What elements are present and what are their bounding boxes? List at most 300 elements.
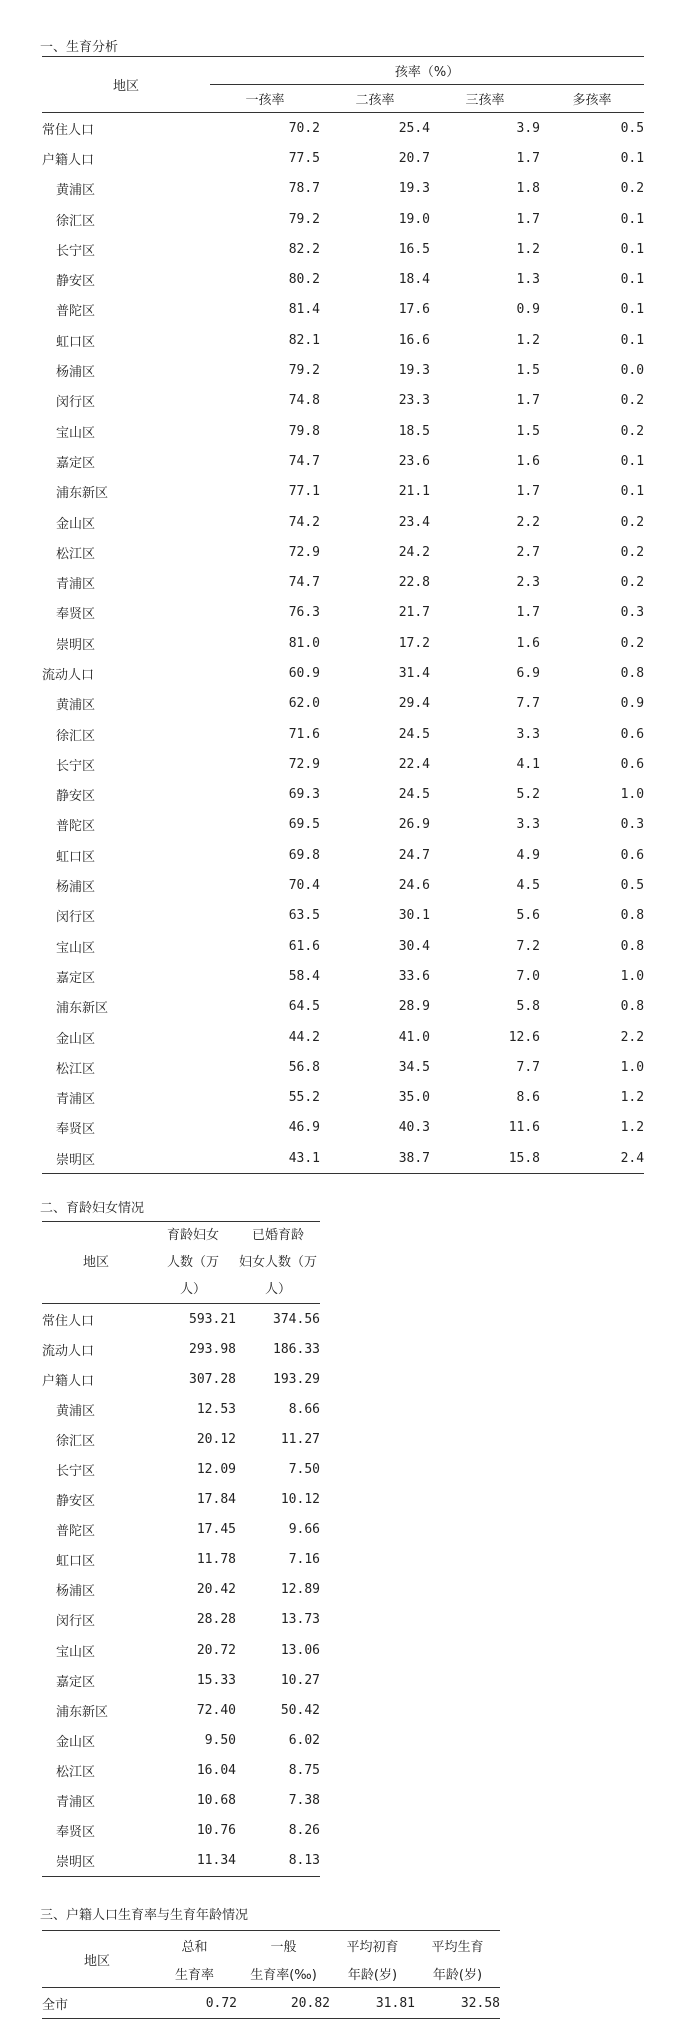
table-row [42, 113, 644, 144]
table-row [42, 1695, 320, 1725]
value-cell: 293.98 [189, 1341, 236, 1357]
value-cell: 193.29 [273, 1371, 320, 1387]
table-row [42, 749, 644, 779]
table-row [42, 1022, 644, 1052]
value-cell: 17.84 [196, 1492, 236, 1508]
value-cell: 10.12 [280, 1492, 320, 1508]
table-row [42, 992, 644, 1022]
value-cell: 1.6 [516, 635, 540, 651]
region-name: 静安区 [56, 274, 96, 290]
value-cell: 307.28 [189, 1371, 236, 1387]
value-cell: 11.78 [196, 1552, 236, 1568]
value-cell: 3.3 [516, 817, 540, 833]
value-cell: 34.5 [398, 1059, 430, 1075]
value-cell: 77.1 [288, 484, 320, 500]
value-cell: 23.3 [398, 393, 430, 409]
region-name: 流动人口 [42, 667, 95, 683]
gfr-header-line2: 生育率(‰) [237, 1959, 330, 1988]
value-cell: 24.6 [398, 878, 430, 894]
region-name: 松江区 [56, 1764, 96, 1780]
married-count-header-line2: 妇女人数（万 [238, 1255, 317, 1270]
value-cell: 2.4 [620, 1150, 645, 1166]
region-name: 浦东新区 [56, 486, 109, 502]
first-birth-age-header-line1: 平均初育 [346, 1939, 399, 1955]
region-header: 地区 [42, 1222, 150, 1304]
value-cell: 22.4 [398, 756, 430, 772]
value-cell: 15.8 [508, 1150, 540, 1166]
table-row [42, 325, 644, 355]
region-name: 徐汇区 [56, 1433, 96, 1449]
value-cell: 1.0 [620, 1059, 645, 1075]
region-name: 流动人口 [42, 1343, 95, 1359]
region-name: 杨浦区 [56, 365, 96, 381]
section2-title: 二、育龄妇女情况 [40, 1201, 145, 1216]
region-name: 杨浦区 [56, 880, 96, 896]
table-row [42, 901, 644, 931]
value-cell: 0.9 [620, 696, 645, 712]
value-cell: 32.58 [460, 1995, 500, 2011]
value-cell: 0.8 [620, 938, 645, 954]
value-cell: 0.9 [516, 302, 540, 318]
table-row [42, 1755, 320, 1785]
women-count-header-line2: 人数（万 [166, 1255, 219, 1270]
table-row [42, 719, 644, 749]
value-cell: 31.4 [398, 665, 430, 681]
region-name: 虹口区 [56, 849, 96, 865]
region-name: 闵行区 [56, 395, 96, 411]
value-cell: 31.81 [375, 1995, 415, 2011]
value-cell: 0.2 [620, 393, 645, 409]
value-cell: 7.2 [516, 938, 540, 954]
birth-age-header-line2: 年龄(岁) [415, 1959, 500, 1988]
value-cell: 23.4 [398, 514, 430, 530]
value-cell: 81.4 [288, 302, 320, 318]
value-cell: 0.0 [620, 363, 645, 379]
value-cell: 24.7 [398, 847, 430, 863]
table-row [42, 598, 644, 628]
table-row [42, 1545, 320, 1575]
value-cell: 5.8 [516, 999, 540, 1015]
value-cell: 1.2 [516, 332, 540, 348]
value-cell: 0.1 [620, 211, 645, 227]
value-cell: 9.50 [204, 1732, 236, 1748]
region-name: 普陀区 [56, 1524, 96, 1540]
value-cell: 1.2 [620, 1090, 645, 1106]
table-row [42, 234, 644, 264]
value-cell: 2.3 [516, 575, 540, 591]
value-cell: 50.42 [280, 1702, 320, 1718]
value-cell: 0.8 [620, 908, 645, 924]
region-name: 宝山区 [56, 940, 96, 956]
region-name: 金山区 [56, 1734, 96, 1750]
fertility-table [42, 1930, 500, 2019]
table-row [42, 477, 644, 507]
value-cell: 72.40 [196, 1702, 236, 1718]
value-cell: 20.12 [196, 1431, 236, 1447]
value-cell: 0.2 [620, 514, 645, 530]
region-name: 长宁区 [56, 1464, 96, 1480]
value-cell: 60.9 [288, 665, 320, 681]
value-cell: 0.3 [620, 605, 645, 621]
value-cell: 63.5 [288, 908, 320, 924]
table-row [42, 1485, 320, 1515]
value-cell: 17.45 [196, 1522, 236, 1538]
region-name: 黄浦区 [56, 698, 96, 714]
value-cell: 70.4 [288, 878, 320, 894]
value-cell: 21.1 [398, 484, 430, 500]
value-cell: 19.3 [398, 363, 430, 379]
value-cell: 24.5 [398, 726, 430, 742]
value-cell: 0.8 [620, 999, 645, 1015]
value-cell: 8.26 [288, 1823, 320, 1839]
value-cell: 1.3 [516, 272, 540, 288]
value-cell: 56.8 [288, 1059, 320, 1075]
value-cell: 43.1 [288, 1150, 320, 1166]
tfr-header-line2: 生育率 [152, 1959, 237, 1988]
region-name: 青浦区 [56, 577, 96, 593]
region-name: 宝山区 [56, 1644, 96, 1660]
region-name: 青浦区 [56, 1795, 96, 1811]
women-count-header-line1: 育龄妇女 [166, 1228, 219, 1243]
value-cell: 0.6 [620, 847, 645, 863]
table-row [42, 870, 644, 900]
table-row [42, 1334, 320, 1364]
value-cell: 16.6 [398, 332, 430, 348]
value-cell: 41.0 [398, 1029, 430, 1045]
table-row [42, 1304, 320, 1335]
value-cell: 1.2 [516, 241, 540, 257]
value-cell: 16.04 [196, 1762, 236, 1778]
region-name: 长宁区 [56, 243, 96, 259]
region-name: 闵行区 [56, 1614, 96, 1630]
value-cell: 8.75 [288, 1762, 320, 1778]
region-name: 徐汇区 [56, 213, 96, 229]
table-row [42, 1394, 320, 1424]
table-row [42, 446, 644, 476]
value-cell: 8.6 [516, 1090, 540, 1106]
table-row [42, 628, 644, 658]
region-name: 户籍人口 [42, 152, 95, 168]
region-name: 徐汇区 [56, 728, 96, 744]
value-cell: 8.66 [288, 1401, 320, 1417]
table-row [42, 295, 644, 325]
region-name: 松江区 [56, 546, 96, 562]
value-cell: 46.9 [288, 1120, 320, 1136]
value-cell: 13.73 [280, 1612, 320, 1628]
value-cell: 29.4 [398, 696, 430, 712]
table-row [42, 174, 644, 204]
table-row [42, 1816, 320, 1846]
region-name: 黄浦区 [56, 183, 96, 199]
value-cell: 5.6 [516, 908, 540, 924]
region-name: 嘉定区 [56, 455, 96, 471]
region-name: 奉贤区 [56, 1825, 96, 1841]
region-name: 常住人口 [42, 122, 95, 138]
value-cell: 82.2 [288, 241, 320, 257]
value-cell: 77.5 [288, 150, 320, 166]
region-name: 崇明区 [56, 1152, 96, 1168]
value-cell: 16.5 [398, 241, 430, 257]
value-cell: 0.2 [620, 635, 645, 651]
table-row [42, 1454, 320, 1484]
value-cell: 2.2 [620, 1029, 645, 1045]
table-row [42, 780, 644, 810]
region-header: 地区 [42, 57, 210, 113]
value-cell: 11.27 [280, 1431, 320, 1447]
value-cell: 11.6 [508, 1120, 540, 1136]
value-cell: 74.8 [288, 393, 320, 409]
value-cell: 20.7 [398, 150, 430, 166]
value-cell: 1.6 [516, 453, 540, 469]
value-cell: 0.5 [620, 878, 645, 894]
value-cell: 28.9 [398, 999, 430, 1015]
value-cell: 25.4 [398, 120, 430, 136]
value-cell: 1.7 [516, 605, 540, 621]
rate-header: 孩率（%） [210, 57, 644, 85]
value-cell: 11.34 [196, 1853, 236, 1869]
value-cell: 10.27 [280, 1672, 320, 1688]
value-cell: 0.6 [620, 756, 645, 772]
region-name: 普陀区 [56, 304, 96, 320]
value-cell: 24.2 [398, 544, 430, 560]
region-name: 静安区 [56, 789, 96, 805]
table-row [42, 507, 644, 537]
first-birth-age-header-line2: 年龄(岁) [330, 1959, 415, 1988]
value-cell: 0.5 [620, 120, 645, 136]
region-name: 虹口区 [56, 334, 96, 350]
value-cell: 186.33 [273, 1341, 320, 1357]
region-name: 崇明区 [56, 637, 96, 653]
table-row [42, 961, 644, 991]
value-cell: 7.7 [516, 1059, 540, 1075]
value-cell: 4.1 [516, 756, 540, 772]
table-row [42, 1083, 644, 1113]
value-cell: 7.7 [516, 696, 540, 712]
value-cell: 79.8 [288, 423, 320, 439]
value-cell: 1.7 [516, 484, 540, 500]
value-cell: 18.5 [398, 423, 430, 439]
value-cell: 33.6 [398, 968, 430, 984]
region-name: 奉贤区 [56, 1122, 96, 1138]
table-row [42, 537, 644, 567]
table-row [42, 1143, 644, 1174]
value-cell: 4.9 [516, 847, 540, 863]
married-count-header-line3: 人） [236, 1276, 320, 1304]
value-cell: 74.7 [288, 453, 320, 469]
value-cell: 81.0 [288, 635, 320, 651]
value-cell: 5.2 [516, 787, 540, 803]
region-name: 浦东新区 [56, 1001, 109, 1017]
region-name: 户籍人口 [42, 1373, 95, 1389]
value-cell: 7.16 [288, 1552, 320, 1568]
value-cell: 7.50 [288, 1462, 320, 1478]
birth-rate-table [42, 56, 644, 1174]
value-cell: 8.13 [288, 1853, 320, 1869]
tfr-header-line1: 总和 [181, 1939, 208, 1955]
region-name: 虹口区 [56, 1554, 96, 1570]
value-cell: 0.1 [620, 484, 645, 500]
value-cell: 0.72 [205, 1995, 237, 2011]
value-cell: 40.3 [398, 1120, 430, 1136]
section1-title: 一、生育分析 [40, 40, 119, 55]
value-cell: 1.8 [516, 181, 540, 197]
value-cell: 78.7 [288, 181, 320, 197]
value-cell: 26.9 [398, 817, 430, 833]
value-cell: 3.9 [516, 120, 540, 136]
table-row [42, 1113, 644, 1143]
women-table [42, 1221, 320, 1877]
value-cell: 6.02 [288, 1732, 320, 1748]
value-cell: 79.2 [288, 211, 320, 227]
table-row [42, 1988, 500, 2019]
value-cell: 0.8 [620, 665, 645, 681]
value-cell: 1.0 [620, 787, 645, 803]
value-cell: 7.0 [516, 968, 540, 984]
value-cell: 1.5 [516, 423, 540, 439]
region-name: 静安区 [56, 1494, 96, 1510]
region-name: 嘉定区 [56, 970, 96, 986]
value-cell: 0.2 [620, 181, 645, 197]
married-count-header-line1: 已婚育龄 [251, 1228, 304, 1243]
table-row [42, 264, 644, 294]
table-row [42, 1635, 320, 1665]
value-cell: 7.38 [288, 1793, 320, 1809]
table-row [42, 1665, 320, 1695]
value-cell: 72.9 [288, 756, 320, 772]
value-cell: 80.2 [288, 272, 320, 288]
value-cell: 79.2 [288, 363, 320, 379]
region-name: 宝山区 [56, 425, 96, 441]
value-cell: 62.0 [288, 696, 320, 712]
value-cell: 0.1 [620, 272, 645, 288]
value-cell: 1.7 [516, 393, 540, 409]
value-cell: 0.1 [620, 332, 645, 348]
region-name: 黄浦区 [56, 1403, 96, 1419]
value-cell: 70.2 [288, 120, 320, 136]
women-count-header-line3: 人） [150, 1276, 236, 1304]
value-cell: 10.68 [196, 1793, 236, 1809]
value-cell: 17.2 [398, 635, 430, 651]
value-cell: 3.3 [516, 726, 540, 742]
value-cell: 1.7 [516, 150, 540, 166]
region-name: 浦东新区 [56, 1704, 109, 1720]
value-cell: 9.66 [288, 1522, 320, 1538]
table-row [42, 1605, 320, 1635]
value-cell: 22.8 [398, 575, 430, 591]
value-cell: 1.7 [516, 211, 540, 227]
table-row [42, 567, 644, 597]
section3-title: 三、户籍人口生育率与生育年龄情况 [40, 1908, 249, 1923]
value-cell: 13.06 [280, 1642, 320, 1658]
table-row [42, 386, 644, 416]
col-header-second-child: 二孩率 [320, 85, 430, 113]
value-cell: 374.56 [273, 1311, 320, 1327]
value-cell: 20.82 [290, 1995, 330, 2011]
value-cell: 21.7 [398, 605, 430, 621]
value-cell: 61.6 [288, 938, 320, 954]
region-name: 杨浦区 [56, 1584, 96, 1600]
gfr-header-line1: 一般 [270, 1939, 297, 1955]
col-header-multi-child: 多孩率 [540, 85, 644, 113]
value-cell: 0.1 [620, 302, 645, 318]
value-cell: 69.8 [288, 847, 320, 863]
table-row [42, 931, 644, 961]
value-cell: 20.42 [196, 1582, 236, 1598]
value-cell: 1.5 [516, 363, 540, 379]
table-row [42, 355, 644, 385]
value-cell: 6.9 [516, 665, 540, 681]
table-row [42, 416, 644, 446]
value-cell: 74.7 [288, 575, 320, 591]
value-cell: 76.3 [288, 605, 320, 621]
value-cell: 2.7 [516, 544, 540, 560]
value-cell: 12.09 [196, 1462, 236, 1478]
value-cell: 35.0 [398, 1090, 430, 1106]
value-cell: 55.2 [288, 1090, 320, 1106]
value-cell: 72.9 [288, 544, 320, 560]
value-cell: 38.7 [398, 1150, 430, 1166]
table-row [42, 1575, 320, 1605]
value-cell: 18.4 [398, 272, 430, 288]
value-cell: 10.76 [196, 1823, 236, 1839]
value-cell: 593.21 [189, 1311, 236, 1327]
table-row [42, 1052, 644, 1082]
region-name: 奉贤区 [56, 607, 96, 623]
value-cell: 74.2 [288, 514, 320, 530]
value-cell: 2.2 [516, 514, 540, 530]
region-name: 闵行区 [56, 910, 96, 926]
region-name: 全市 [42, 1997, 69, 2013]
value-cell: 17.6 [398, 302, 430, 318]
table-row [42, 1725, 320, 1755]
col-header-first-child: 一孩率 [210, 85, 320, 113]
region-name: 崇明区 [56, 1855, 96, 1871]
region-name: 常住人口 [42, 1313, 95, 1329]
value-cell: 19.0 [398, 211, 430, 227]
table-row [42, 810, 644, 840]
value-cell: 1.2 [620, 1120, 645, 1136]
value-cell: 0.2 [620, 575, 645, 591]
value-cell: 20.72 [196, 1642, 236, 1658]
value-cell: 30.1 [398, 908, 430, 924]
table-row [42, 1515, 320, 1545]
value-cell: 0.3 [620, 817, 645, 833]
value-cell: 12.53 [196, 1401, 236, 1417]
table-row [42, 1846, 320, 1877]
value-cell: 12.89 [280, 1582, 320, 1598]
value-cell: 71.6 [288, 726, 320, 742]
region-header: 地区 [42, 1931, 152, 1988]
col-header-third-child: 三孩率 [430, 85, 540, 113]
region-name: 嘉定区 [56, 1674, 96, 1690]
value-cell: 0.6 [620, 726, 645, 742]
table-row [42, 204, 644, 234]
value-cell: 24.5 [398, 787, 430, 803]
value-cell: 15.33 [196, 1672, 236, 1688]
value-cell: 0.2 [620, 544, 645, 560]
value-cell: 23.6 [398, 453, 430, 469]
table-row [42, 143, 644, 173]
value-cell: 1.0 [620, 968, 645, 984]
region-name: 青浦区 [56, 1092, 96, 1108]
value-cell: 44.2 [288, 1029, 320, 1045]
value-cell: 58.4 [288, 968, 320, 984]
value-cell: 12.6 [508, 1029, 540, 1045]
region-name: 普陀区 [56, 819, 96, 835]
table-row [42, 1424, 320, 1454]
value-cell: 0.1 [620, 453, 645, 469]
value-cell: 82.1 [288, 332, 320, 348]
